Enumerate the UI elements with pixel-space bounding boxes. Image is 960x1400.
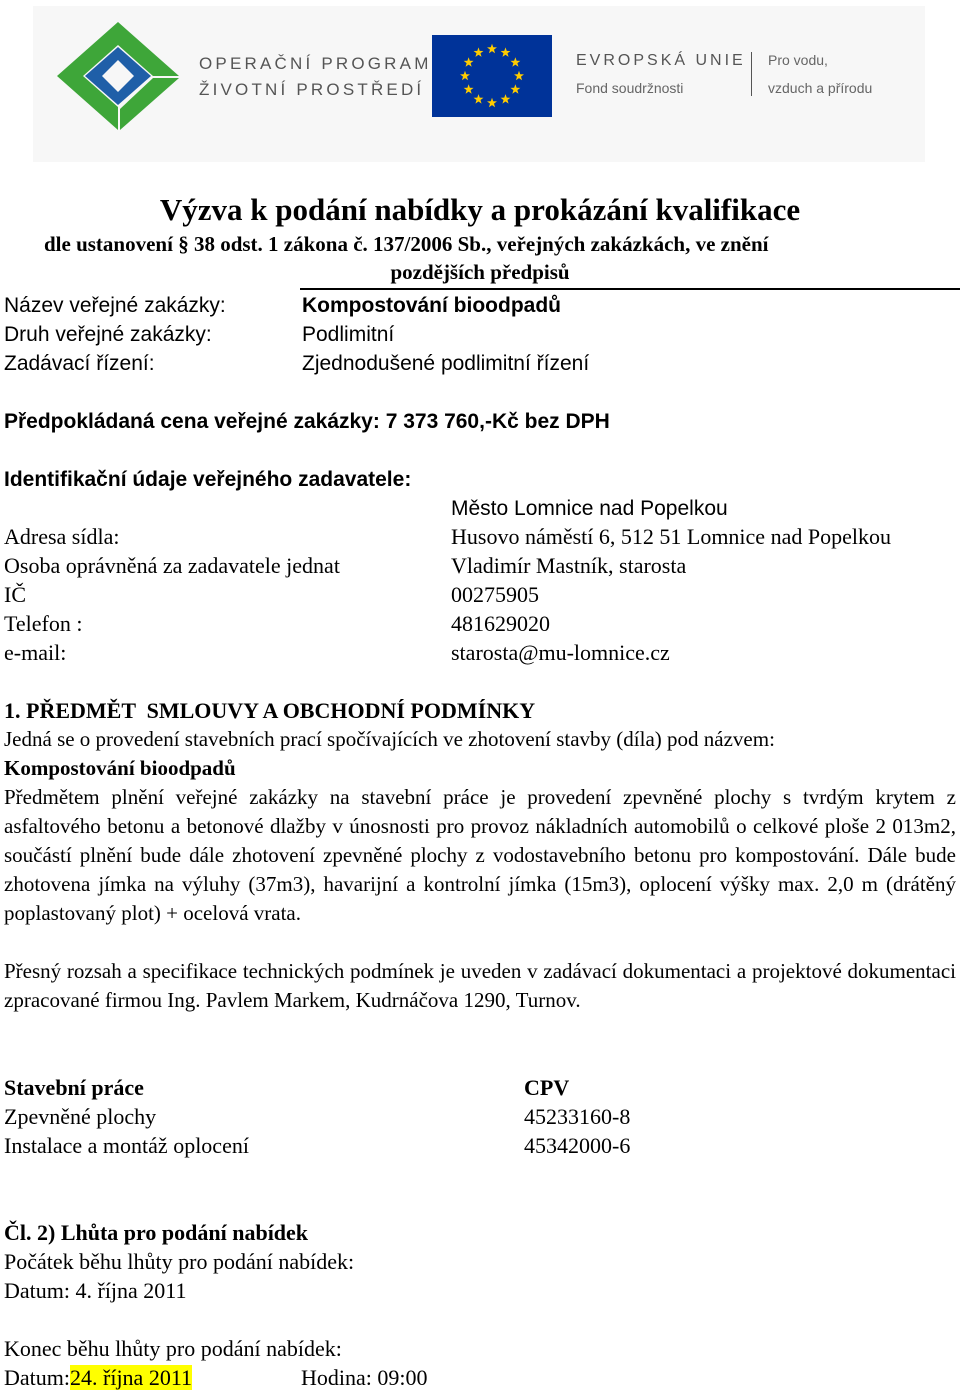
header-logo-band <box>33 6 925 162</box>
eu-fund: Fond soudržnosti <box>576 80 684 96</box>
header-divider <box>751 52 752 96</box>
end-label: Konec běhu lhůty pro podání nabídek: <box>4 1336 342 1361</box>
section1-paragraph2: Přesný rozsah a specifikace technických podmínek je uveden v zadávací dokumentaci a projektové dokumentaci zpracované firmou Ing. Pavlem Markem, Kudrnáčova 1290, Turnov. <box>4 959 956 1012</box>
eu-flag-icon <box>432 35 552 117</box>
cpv-row-work: Zpevněné plochy <box>4 1104 157 1129</box>
estimated-price: Předpokládaná cena veřejné zakázky: 7 373 760,-Kč bez DPH <box>4 410 610 433</box>
ic-label: IČ <box>4 582 26 607</box>
person-label: Osoba oprávněná za zadavatele jednat <box>4 553 340 578</box>
procedure-value: Zjednodušené podlimitní řízení <box>302 352 590 375</box>
section1-work-name: Kompostování bioodpadů <box>4 756 236 780</box>
section1-heading: 1. PŘEDMĚT SMLOUVY A OBCHODNÍ PODMÍNKY <box>4 698 536 723</box>
cpv-row-code: 45233160-8 <box>524 1104 631 1129</box>
cpv-header-code: CPV <box>524 1075 570 1100</box>
subtitle-line2: pozdějších předpisů <box>390 260 570 284</box>
address-label: Adresa sídla: <box>4 524 120 549</box>
slogan-line1: Pro vodu, <box>768 52 828 68</box>
authority-heading: Identifikační údaje veřejného zadavatele: <box>4 468 412 491</box>
contract-name-label: Název veřejné zakázky: <box>4 294 226 317</box>
page-title: Výzva k podání nabídky a prokázání kvalifikace <box>159 192 801 227</box>
cpv-row-work: Instalace a montáž oplocení <box>4 1133 249 1158</box>
email-label: e-mail: <box>4 640 67 665</box>
procedure-label: Zadávací řízení: <box>4 352 155 375</box>
authority-name: Město Lomnice nad Popelkou <box>451 497 728 520</box>
title-rule <box>300 288 960 290</box>
phone-value: 481629020 <box>451 611 550 636</box>
ic-value: 00275905 <box>451 582 539 607</box>
start-date: Datum: 4. října 2011 <box>4 1278 187 1303</box>
slogan-line2: vzduch a přírodu <box>768 80 873 96</box>
contract-type-value: Podlimitní <box>302 323 395 346</box>
email-value: starosta@mu-lomnice.cz <box>451 640 670 665</box>
section1-paragraph1: Předmětem plnění veřejné zakázky na stavební práce je provedení zpevněné plochy s tvrdým krytem z asfaltového betonu a betonové dlažby v únosnosti pro provoz nákladních automobilů o celkové ploše 2 013m2, součástí plnění bude dále zhotovení zpevněné plochy z vodostavebního betonu pro kompostování. Dále bude zhotovena jímka na výluhy (37m3), havarijní a kontrolní jímka (15m3), oplocení výšky max. 2,0 m (drátěný poplastovaný plot) + ocelová vrata. <box>4 785 956 925</box>
opzp-logo-icon <box>55 20 181 132</box>
end-date-line <box>4 1363 192 1392</box>
start-label: Počátek běhu lhůty pro podání nabídek: <box>4 1249 355 1274</box>
contract-name-value: Kompostování bioodpadů <box>302 294 561 317</box>
end-time: Hodina: 09:00 <box>301 1365 428 1390</box>
person-value: Vladimír Mastník, starosta <box>451 553 687 578</box>
opzp-line2: ŽIVOTNÍ PROSTŘEDÍ <box>199 80 425 99</box>
end-date-prefix: Datum: <box>4 1365 70 1390</box>
opzp-line1: OPERAČNÍ PROGRAM <box>199 54 432 73</box>
phone-label: Telefon : <box>4 611 83 636</box>
cpv-row-code: 45342000-6 <box>524 1133 631 1158</box>
subtitle-line1: dle ustanovení § 38 odst. 1 zákona č. 137/2006 Sb., veřejných zakázkách, ve znění <box>44 232 769 256</box>
cpv-header-work: Stavební práce <box>4 1075 144 1100</box>
section1-intro: Jedná se o provedení stavebních prací spočívajících ve zhotovení stavby (díla) pod názvem: <box>4 727 775 751</box>
section2-heading: Čl. 2) Lhůta pro podání nabídek <box>4 1220 309 1245</box>
eu-title: EVROPSKÁ UNIE <box>576 52 746 69</box>
end-date-highlight: 24. října 2011 <box>70 1365 192 1390</box>
contract-type-label: Druh veřejné zakázky: <box>4 323 212 346</box>
address-value: Husovo náměstí 6, 512 51 Lomnice nad Popelkou <box>451 524 891 549</box>
